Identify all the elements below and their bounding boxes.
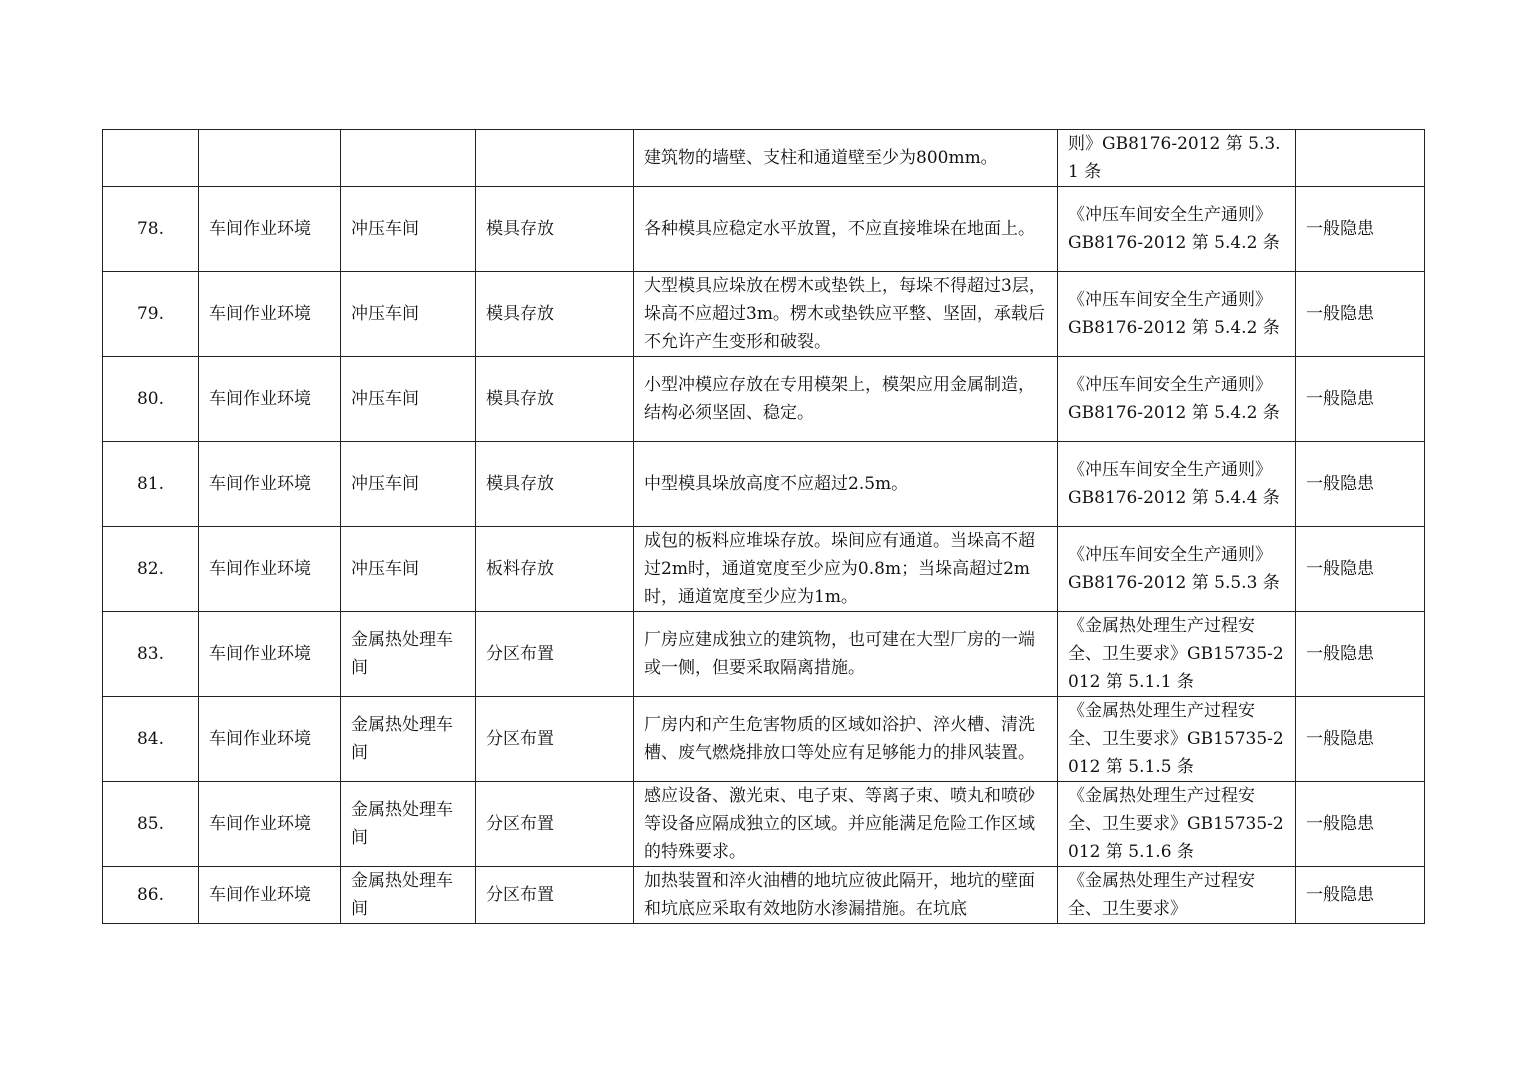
cell-area: 金属热处理车间 xyxy=(341,612,476,697)
cell-reference: 《金属热处理生产过程安全、卫生要求》 xyxy=(1058,867,1296,924)
table-row xyxy=(103,782,1425,867)
cell-category: 车间作业环境 xyxy=(199,782,341,867)
cell-no: 84. xyxy=(103,697,199,782)
cell-area: 冲压车间 xyxy=(341,442,476,527)
cell-reference: 《金属热处理生产过程安全、卫生要求》GB15735-2012 第 5.1.5 条 xyxy=(1058,697,1296,782)
cell-category: 车间作业环境 xyxy=(199,187,341,272)
cell-requirement: 厂房内和产生危害物质的区域如浴护、淬火槽、清洗槽、废气燃烧排放口等处应有足够能力的排风装置。 xyxy=(634,697,1058,782)
cell-level: 一般隐患 xyxy=(1296,357,1425,442)
cell-level: 一般隐患 xyxy=(1296,612,1425,697)
table-row xyxy=(103,867,1425,924)
cell-requirement: 建筑物的墙壁、支柱和通道壁至少为800mm。 xyxy=(634,130,1058,187)
table-row xyxy=(103,612,1425,697)
cell-item: 分区布置 xyxy=(476,697,634,782)
cell-reference: 《金属热处理生产过程安全、卫生要求》GB15735-2012 第 5.1.6 条 xyxy=(1058,782,1296,867)
cell-item: 模具存放 xyxy=(476,187,634,272)
cell-area: 金属热处理车间 xyxy=(341,782,476,867)
cell-level: 一般隐患 xyxy=(1296,527,1425,612)
cell-reference: 《冲压车间安全生产通则》GB8176-2012 第 5.5.3 条 xyxy=(1058,527,1296,612)
cell-category: 车间作业环境 xyxy=(199,867,341,924)
table-row xyxy=(103,272,1425,357)
cell-area: 冲压车间 xyxy=(341,187,476,272)
cell-area: 冲压车间 xyxy=(341,357,476,442)
cell-reference: 《冲压车间安全生产通则》GB8176-2012 第 5.4.2 条 xyxy=(1058,187,1296,272)
cell-no: 82. xyxy=(103,527,199,612)
table-row-continuation xyxy=(103,130,1425,187)
cell-no: 81. xyxy=(103,442,199,527)
table-row xyxy=(103,697,1425,782)
cell-reference: 《冲压车间安全生产通则》GB8176-2012 第 5.4.2 条 xyxy=(1058,272,1296,357)
cell-requirement: 感应设备、激光束、电子束、等离子束、喷丸和喷砂等设备应隔成独立的区域。并应能满足危险工作区域的特殊要求。 xyxy=(634,782,1058,867)
table-row xyxy=(103,357,1425,442)
cell-no: 78. xyxy=(103,187,199,272)
cell-level: 一般隐患 xyxy=(1296,187,1425,272)
cell-area: 冲压车间 xyxy=(341,272,476,357)
cell-requirement: 厂房应建成独立的建筑物，也可建在大型厂房的一端或一侧，但要采取隔离措施。 xyxy=(634,612,1058,697)
cell-level: 一般隐患 xyxy=(1296,442,1425,527)
cell-category: 车间作业环境 xyxy=(199,612,341,697)
cell-category: 车间作业环境 xyxy=(199,442,341,527)
cell-item: 分区布置 xyxy=(476,782,634,867)
cell-item: 分区布置 xyxy=(476,867,634,924)
cell-reference: 《冲压车间安全生产通则》GB8176-2012 第 5.4.2 条 xyxy=(1058,357,1296,442)
cell-requirement: 各种模具应稳定水平放置，不应直接堆垛在地面上。 xyxy=(634,187,1058,272)
cell-area: 金属热处理车间 xyxy=(341,697,476,782)
cell-category: 车间作业环境 xyxy=(199,527,341,612)
cell-category xyxy=(199,130,341,187)
cell-no: 85. xyxy=(103,782,199,867)
cell-category: 车间作业环境 xyxy=(199,697,341,782)
cell-item: 板料存放 xyxy=(476,527,634,612)
cell-category: 车间作业环境 xyxy=(199,272,341,357)
cell-level: 一般隐患 xyxy=(1296,697,1425,782)
cell-reference: 《金属热处理生产过程安全、卫生要求》GB15735-2012 第 5.1.1 条 xyxy=(1058,612,1296,697)
cell-requirement: 成包的板料应堆垛存放。垛间应有通道。当垛高不超过2m时，通道宽度至少应为0.8m；当垛高超过2m时，通道宽度至少应为1m。 xyxy=(634,527,1058,612)
cell-no: 80. xyxy=(103,357,199,442)
cell-category: 车间作业环境 xyxy=(199,357,341,442)
cell-item xyxy=(476,130,634,187)
cell-no xyxy=(103,130,199,187)
cell-requirement: 中型模具垛放高度不应超过2.5m。 xyxy=(634,442,1058,527)
hazard-table xyxy=(102,129,1425,924)
cell-item: 模具存放 xyxy=(476,442,634,527)
cell-requirement: 加热装置和淬火油槽的地坑应彼此隔开，地坑的壁面和坑底应采取有效地防水渗漏措施。在坑底 xyxy=(634,867,1058,924)
cell-reference: 则》GB8176-2012 第 5.3.1 条 xyxy=(1058,130,1296,187)
cell-reference: 《冲压车间安全生产通则》GB8176-2012 第 5.4.4 条 xyxy=(1058,442,1296,527)
table-row xyxy=(103,442,1425,527)
cell-area: 冲压车间 xyxy=(341,527,476,612)
cell-level: 一般隐患 xyxy=(1296,272,1425,357)
table-row xyxy=(103,187,1425,272)
cell-no: 83. xyxy=(103,612,199,697)
table-row xyxy=(103,527,1425,612)
cell-no: 86. xyxy=(103,867,199,924)
hazard-table-body xyxy=(103,130,1425,924)
cell-level xyxy=(1296,130,1425,187)
cell-no: 79. xyxy=(103,272,199,357)
cell-item: 模具存放 xyxy=(476,357,634,442)
cell-level: 一般隐患 xyxy=(1296,867,1425,924)
cell-level: 一般隐患 xyxy=(1296,782,1425,867)
cell-requirement: 大型模具应垛放在楞木或垫铁上，每垛不得超过3层，垛高不应超过3m。楞木或垫铁应平整、坚固，承载后不允许产生变形和破裂。 xyxy=(634,272,1058,357)
cell-area: 金属热处理车间 xyxy=(341,867,476,924)
cell-requirement: 小型冲模应存放在专用模架上，模架应用金属制造，结构必须坚固、稳定。 xyxy=(634,357,1058,442)
cell-item: 分区布置 xyxy=(476,612,634,697)
cell-area xyxy=(341,130,476,187)
cell-item: 模具存放 xyxy=(476,272,634,357)
